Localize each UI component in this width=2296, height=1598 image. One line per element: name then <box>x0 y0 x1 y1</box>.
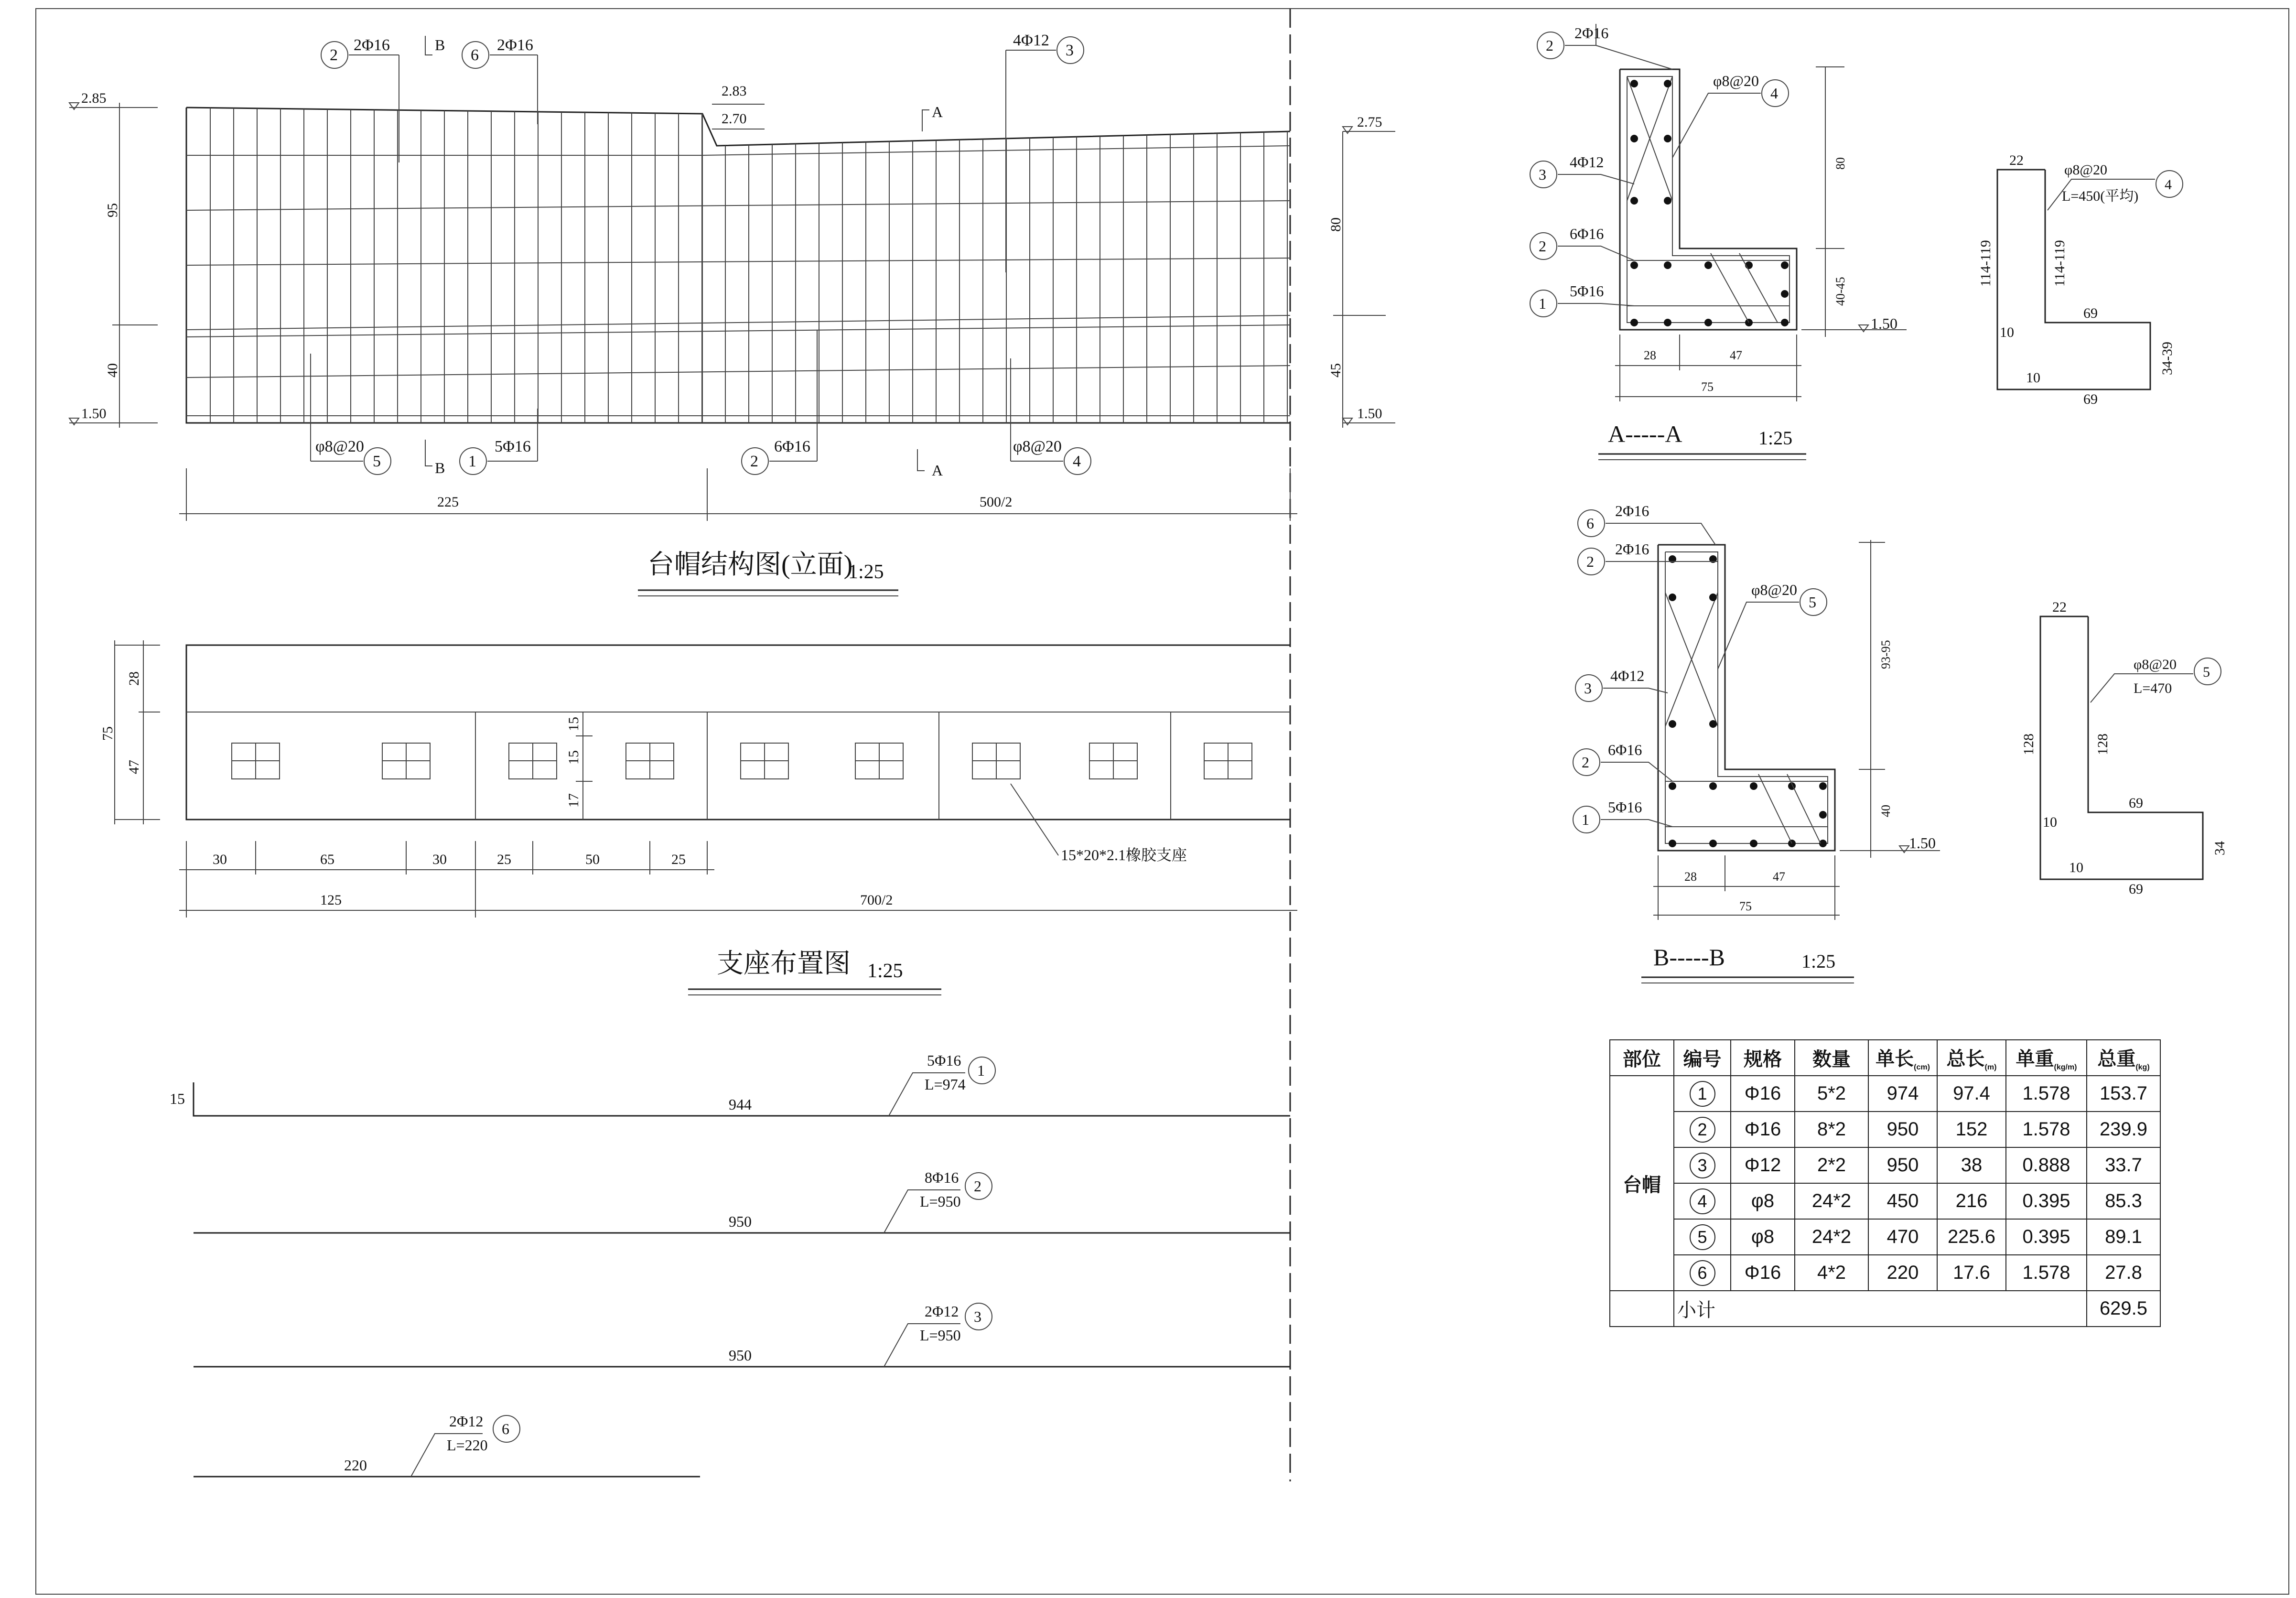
svg-text:L=974: L=974 <box>925 1076 966 1093</box>
rebar-dot <box>1819 782 1827 790</box>
svg-text:50: 50 <box>585 852 600 867</box>
elevation-callouts <box>311 32 1091 475</box>
bearing-pad <box>1089 743 1137 779</box>
rebar-dot <box>1664 197 1671 205</box>
svg-text:15: 15 <box>566 717 582 731</box>
svg-text:40-45: 40-45 <box>1833 277 1847 306</box>
svg-text:25: 25 <box>671 852 686 867</box>
elevation-levels <box>69 83 1395 428</box>
svg-text:40: 40 <box>1879 805 1893 817</box>
svg-text:4Φ12: 4Φ12 <box>1013 32 1049 49</box>
svg-text:22: 22 <box>2009 152 2024 168</box>
svg-text:A: A <box>932 103 943 120</box>
svg-text:10: 10 <box>2026 370 2040 386</box>
rebar-dot <box>1630 261 1638 269</box>
cell: 152 <box>1937 1112 2006 1147</box>
svg-text:22: 22 <box>2052 599 2067 615</box>
cell: 1.578 <box>2006 1076 2087 1112</box>
cell-id: 3 <box>1674 1147 1731 1183</box>
stirrup-5-shape <box>2021 599 2228 897</box>
table-row <box>1610 1112 2160 1147</box>
svg-text:8Φ16: 8Φ16 <box>925 1169 959 1186</box>
svg-text:69: 69 <box>2129 795 2143 811</box>
section-a <box>1620 69 1797 330</box>
svg-text:L=450(平均): L=450(平均) <box>2062 188 2139 204</box>
rebar-dot <box>1819 811 1827 819</box>
svg-text:6: 6 <box>502 1420 509 1437</box>
rebar-dot <box>1664 319 1671 326</box>
svg-text:2.70: 2.70 <box>722 111 747 127</box>
svg-text:4: 4 <box>2165 177 2172 193</box>
cell: φ8 <box>1731 1183 1795 1219</box>
part-cell: 台帽 <box>1610 1076 1674 1291</box>
cell: 97.4 <box>1937 1076 2006 1112</box>
cell: 239.9 <box>2087 1112 2160 1147</box>
svg-text:75: 75 <box>1739 899 1752 913</box>
header-total-weight: 总重$_{(kg)}$ <box>2087 1040 2160 1076</box>
svg-text:500/2: 500/2 <box>980 494 1013 510</box>
svg-text:A: A <box>932 462 943 479</box>
cell: 1.578 <box>2006 1255 2087 1291</box>
svg-text:2.83: 2.83 <box>722 83 747 99</box>
svg-text:17: 17 <box>566 793 582 808</box>
svg-text:69: 69 <box>2129 881 2143 897</box>
svg-text:944: 944 <box>729 1096 752 1113</box>
bearing-pad <box>626 743 674 779</box>
svg-text:75: 75 <box>100 726 116 741</box>
svg-text:5Φ16: 5Φ16 <box>927 1052 961 1069</box>
cell: 1.578 <box>2006 1112 2087 1147</box>
header-unit-weight: 单重$_{(kg/m)}$ <box>2006 1040 2087 1076</box>
cell-id: 2 <box>1674 1112 1731 1147</box>
svg-text:φ8@20: φ8@20 <box>1013 438 1062 455</box>
cell: 0.395 <box>2006 1219 2087 1255</box>
svg-text:2Φ12: 2Φ12 <box>449 1413 484 1430</box>
svg-text:2Φ16: 2Φ16 <box>1615 540 1649 558</box>
rebar-dot <box>1750 782 1757 790</box>
cell: 89.1 <box>2087 1219 2160 1255</box>
svg-text:950: 950 <box>729 1213 752 1230</box>
svg-text:2: 2 <box>1582 754 1589 771</box>
bar-shapes <box>170 1052 1290 1477</box>
svg-text:φ8@20: φ8@20 <box>1713 72 1759 89</box>
svg-text:φ8@20: φ8@20 <box>2064 162 2107 178</box>
svg-text:2: 2 <box>974 1177 981 1195</box>
svg-text:128: 128 <box>2095 734 2111 755</box>
cell: 470 <box>1868 1219 1937 1255</box>
cell: 8*2 <box>1795 1112 1868 1147</box>
svg-text:10: 10 <box>2000 324 2014 340</box>
header-total-length: 总长$_{(m)}$ <box>1937 1040 2006 1076</box>
cell-id: 6 <box>1674 1255 1731 1291</box>
svg-text:2Φ16: 2Φ16 <box>354 36 390 54</box>
svg-text:5: 5 <box>373 453 381 470</box>
cell: 2*2 <box>1795 1147 1868 1183</box>
cell: Φ16 <box>1731 1255 1795 1291</box>
cell-id: 4 <box>1674 1183 1731 1219</box>
svg-text:5: 5 <box>1809 594 1816 611</box>
svg-text:1:25: 1:25 <box>1801 950 1836 972</box>
svg-text:5Φ16: 5Φ16 <box>495 438 531 455</box>
svg-text:75: 75 <box>1701 380 1714 394</box>
rebar-dot <box>1709 594 1717 601</box>
svg-text:B: B <box>435 459 445 476</box>
section-b-title <box>1641 944 1854 983</box>
svg-text:47: 47 <box>1773 870 1785 884</box>
table-row <box>1610 1219 2160 1255</box>
cell-id: 1 <box>1674 1076 1731 1112</box>
svg-text:80: 80 <box>1833 157 1847 170</box>
table-row <box>1610 1183 2160 1219</box>
cell: 974 <box>1868 1076 1937 1112</box>
svg-text:4Φ12: 4Φ12 <box>1570 153 1604 171</box>
svg-text:1: 1 <box>977 1062 985 1079</box>
svg-text:L=950: L=950 <box>920 1327 961 1344</box>
header-id: 编号 <box>1674 1040 1731 1076</box>
cell: Φ12 <box>1731 1147 1795 1183</box>
cell: Φ16 <box>1731 1112 1795 1147</box>
svg-text:6Φ16: 6Φ16 <box>1608 741 1642 758</box>
svg-text:3: 3 <box>1539 166 1546 183</box>
rebar-dot <box>1630 197 1638 205</box>
svg-text:L=470: L=470 <box>2134 680 2172 696</box>
rebar-dot <box>1750 840 1757 847</box>
bearing-pad <box>232 743 280 779</box>
svg-text:225: 225 <box>437 494 459 510</box>
svg-text:台帽结构图(立面): 台帽结构图(立面) <box>647 550 853 580</box>
svg-text:1: 1 <box>1582 811 1589 828</box>
stirrup-4-shape <box>1978 152 2183 407</box>
cell: 85.3 <box>2087 1183 2160 1219</box>
svg-text:B-----B: B-----B <box>1653 944 1725 971</box>
cell: 216 <box>1937 1183 2006 1219</box>
svg-text:L=950: L=950 <box>920 1193 961 1210</box>
material-table <box>1609 1039 2161 1327</box>
svg-text:2: 2 <box>1586 553 1594 570</box>
svg-text:6: 6 <box>471 46 479 64</box>
svg-text:28: 28 <box>1644 348 1656 362</box>
svg-text:6Φ16: 6Φ16 <box>1570 225 1604 242</box>
svg-text:15: 15 <box>170 1090 185 1107</box>
rebar-dot <box>1669 594 1676 601</box>
cell: 33.7 <box>2087 1147 2160 1183</box>
svg-text:1.50: 1.50 <box>1909 834 1936 852</box>
section-b-labels <box>1573 502 1940 920</box>
section-b <box>1658 545 1835 851</box>
cell-id: 5 <box>1674 1219 1731 1255</box>
svg-text:1: 1 <box>1539 295 1546 312</box>
svg-text:28: 28 <box>1684 870 1697 884</box>
cell: 27.8 <box>2087 1255 2160 1291</box>
section-a-labels <box>1530 24 1907 401</box>
svg-text:6Φ16: 6Φ16 <box>774 438 810 455</box>
bearing-pad <box>382 743 430 779</box>
svg-text:125: 125 <box>320 892 342 908</box>
subtotal-blank <box>1610 1291 1674 1327</box>
svg-text:1:25: 1:25 <box>848 561 884 583</box>
svg-text:4Φ12: 4Φ12 <box>1610 667 1645 684</box>
elevation-dims <box>179 468 1297 521</box>
svg-text:2Φ16: 2Φ16 <box>1615 502 1649 519</box>
rebar-dot <box>1630 80 1638 87</box>
cell: 4*2 <box>1795 1255 1868 1291</box>
svg-text:30: 30 <box>213 852 227 867</box>
svg-text:34: 34 <box>2212 841 2228 855</box>
svg-text:4: 4 <box>1770 85 1778 102</box>
svg-text:B: B <box>435 36 445 54</box>
subtotal-value: 629.5 <box>2087 1291 2160 1327</box>
svg-text:28: 28 <box>126 671 142 686</box>
svg-text:3: 3 <box>974 1308 981 1325</box>
svg-text:4: 4 <box>1073 453 1081 470</box>
table-row <box>1610 1076 2160 1112</box>
svg-text:φ8@20: φ8@20 <box>315 438 364 455</box>
cell: 950 <box>1868 1147 1937 1183</box>
rebar-dot <box>1781 319 1789 326</box>
svg-text:47: 47 <box>1730 348 1742 362</box>
cell: 220 <box>1868 1255 1937 1291</box>
table-header <box>1610 1040 2160 1076</box>
table-row <box>1610 1255 2160 1291</box>
svg-text:2: 2 <box>1539 238 1546 255</box>
cell: 225.6 <box>1937 1219 2006 1255</box>
svg-text:65: 65 <box>320 852 334 867</box>
section-a-title <box>1598 421 1806 460</box>
svg-text:1.50: 1.50 <box>1357 406 1382 421</box>
svg-text:34-39: 34-39 <box>2159 342 2175 375</box>
header-spec: 规格 <box>1731 1040 1795 1076</box>
svg-text:φ8@20: φ8@20 <box>2134 657 2177 672</box>
elevation-view <box>186 108 1290 423</box>
section-marks <box>425 36 943 479</box>
cell: 153.7 <box>2087 1076 2160 1112</box>
cell: 5*2 <box>1795 1076 1868 1112</box>
elevation-title <box>638 550 898 596</box>
svg-text:L=220: L=220 <box>447 1436 488 1454</box>
svg-text:2.85: 2.85 <box>81 90 107 106</box>
svg-text:6: 6 <box>1586 515 1594 532</box>
rebar-dot <box>1664 261 1671 269</box>
cell: 950 <box>1868 1112 1937 1147</box>
cell: 0.888 <box>2006 1147 2087 1183</box>
bearing-pad <box>855 743 903 779</box>
table-row <box>1610 1147 2160 1183</box>
rebar-dot <box>1630 319 1638 326</box>
svg-text:45: 45 <box>1328 363 1344 378</box>
svg-text:220: 220 <box>344 1457 367 1474</box>
svg-text:1:25: 1:25 <box>1758 427 1793 449</box>
cell: 38 <box>1937 1147 2006 1183</box>
bearing-pad <box>1204 743 1252 779</box>
svg-text:5: 5 <box>2203 664 2210 680</box>
svg-text:93-95: 93-95 <box>1879 640 1893 669</box>
svg-text:5Φ16: 5Φ16 <box>1608 799 1642 816</box>
svg-text:1: 1 <box>468 453 476 470</box>
rebar-dot <box>1781 290 1789 298</box>
svg-text:2Φ12: 2Φ12 <box>925 1303 959 1320</box>
svg-text:25: 25 <box>497 852 511 867</box>
cell: 17.6 <box>1937 1255 2006 1291</box>
header-qty: 数量 <box>1795 1040 1868 1076</box>
svg-text:47: 47 <box>126 760 142 774</box>
subtotal-row <box>1610 1291 2160 1327</box>
svg-text:700/2: 700/2 <box>860 892 893 908</box>
svg-text:950: 950 <box>729 1347 752 1364</box>
svg-text:95: 95 <box>105 203 120 217</box>
svg-text:69: 69 <box>2083 391 2098 407</box>
svg-text:10: 10 <box>2069 860 2083 875</box>
cell: 450 <box>1868 1183 1937 1219</box>
cell: φ8 <box>1731 1219 1795 1255</box>
rebar-dot <box>1781 261 1789 269</box>
rebar-dot <box>1709 782 1717 790</box>
svg-text:10: 10 <box>2043 814 2057 830</box>
svg-text:2: 2 <box>1546 37 1553 54</box>
svg-text:69: 69 <box>2083 305 2098 321</box>
svg-text:3: 3 <box>1584 680 1592 697</box>
svg-text:2Φ16: 2Φ16 <box>497 36 533 54</box>
svg-text:5Φ16: 5Φ16 <box>1570 282 1604 300</box>
svg-text:40: 40 <box>105 363 120 378</box>
svg-text:2: 2 <box>750 453 758 470</box>
cell: 24*2 <box>1795 1219 1868 1255</box>
rebar-dot <box>1669 782 1676 790</box>
svg-text:1.50: 1.50 <box>81 406 107 421</box>
rebar-dot <box>1669 840 1676 847</box>
svg-text:1:25: 1:25 <box>867 960 903 982</box>
rebar-dot <box>1669 720 1676 728</box>
svg-text:2: 2 <box>330 46 338 64</box>
header-part: 部位 <box>1610 1040 1674 1076</box>
header-unit-length: 单长$_{(cm)}$ <box>1868 1040 1937 1076</box>
rebar-dot <box>1630 135 1638 142</box>
bearing-pad <box>972 743 1020 779</box>
rebar-dot <box>1664 135 1671 142</box>
rebar-dot <box>1704 261 1712 269</box>
rebar-dot <box>1664 80 1671 87</box>
cell: 0.395 <box>2006 1183 2087 1219</box>
svg-text:128: 128 <box>2021 734 2037 755</box>
bearing-pad <box>509 743 557 779</box>
svg-text:φ8@20: φ8@20 <box>1751 581 1797 598</box>
svg-text:80: 80 <box>1328 217 1344 232</box>
bearing-title <box>688 949 941 995</box>
svg-text:114-119: 114-119 <box>1978 240 1994 287</box>
svg-text:3: 3 <box>1066 42 1074 59</box>
svg-text:15: 15 <box>566 750 582 765</box>
svg-text:2Φ16: 2Φ16 <box>1574 24 1609 42</box>
subtotal-label: 小计 <box>1674 1291 2087 1327</box>
svg-text:支座布置图: 支座布置图 <box>717 949 851 979</box>
bearing-pad <box>741 743 788 779</box>
svg-text:1.50: 1.50 <box>1871 315 1897 332</box>
svg-text:A-----A: A-----A <box>1608 421 1682 447</box>
rebar-dot <box>1704 319 1712 326</box>
svg-text:30: 30 <box>432 852 447 867</box>
svg-text:114-119: 114-119 <box>2052 240 2068 287</box>
rebar-dot <box>1709 840 1717 847</box>
rebar-dot <box>1709 720 1717 728</box>
cell: 24*2 <box>1795 1183 1868 1219</box>
svg-text:15*20*2.1橡胶支座: 15*20*2.1橡胶支座 <box>1061 846 1187 864</box>
svg-text:2.75: 2.75 <box>1357 114 1382 130</box>
cell: Φ16 <box>1731 1076 1795 1112</box>
bearing-layout <box>186 645 1290 855</box>
